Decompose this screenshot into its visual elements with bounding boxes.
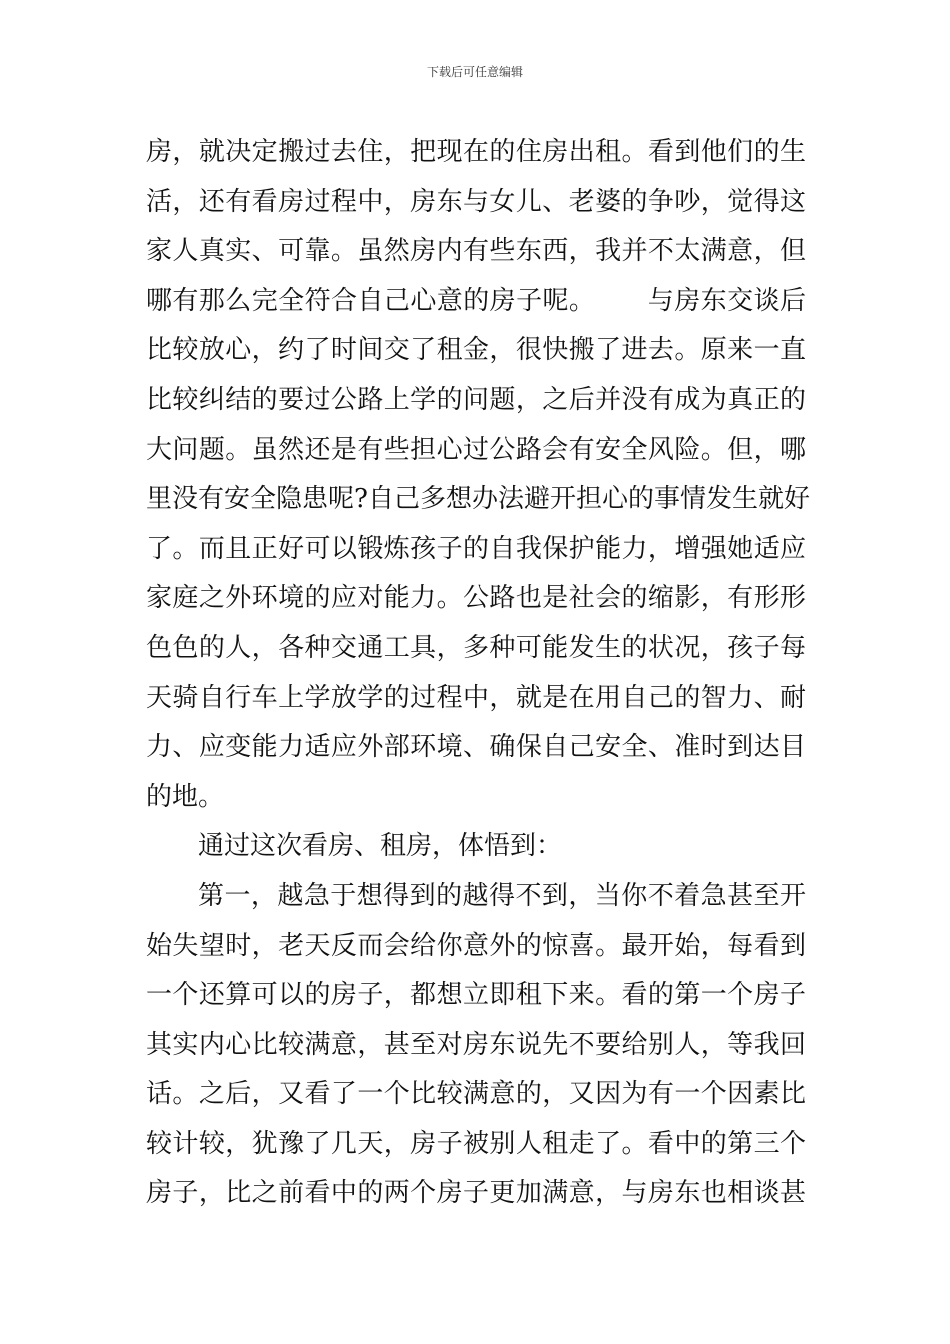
document-body [146,128,810,1219]
text-line: 通过这次看房、租房，体悟到： [198,831,563,862]
text-line: 其实内心比较满意，甚至对房东说先不要给别人，等我回 [146,1029,806,1060]
text-line: 较计较，犹豫了几天，房子被别人租走了。看中的第三个 [146,1128,806,1159]
text-line: 比较纠结的要过公路上学的问题，之后并没有成为真正的 [146,384,806,415]
page-header: 下载后可任意编辑 [426,65,523,79]
text-segment: 哪有那么完全符合自己心意的房子呢。 [146,285,596,316]
text-line-with-next-paragraph-start [146,277,806,327]
text-line: 力、应变能力适应外部环境、确保自己安全、准时到达目 [146,732,806,763]
text-line: 里没有安全隐患呢?自己多想办法避开担心的事情发生就好 [146,484,810,515]
text-line: 房，就决定搬过去住，把现在的住房出租。看到他们的生 [146,137,806,167]
text-line: 的地。 [146,781,225,812]
text-line: 第一，越急于想得到的越得不到，当你不着急甚至开 [198,880,806,911]
text-line: 了。而且正好可以锻炼孩子的自我保护能力，增强她适应 [146,533,806,564]
text-line: 一个还算可以的房子，都想立即租下来。看的第一个房子 [146,980,806,1011]
text-line: 大问题。虽然还是有些担心过公路会有安全风险。但，哪 [146,434,806,465]
text-line: 话。之后，又看了一个比较满意的，又因为有一个因素比 [146,1079,806,1110]
text-segment: 与房东交谈后 [647,285,806,316]
text-line: 家庭之外环境的应对能力。公路也是社会的缩影，有形形 [146,583,806,614]
text-line: 天骑自行车上学放学的过程中，就是在用自己的智力、耐 [146,682,806,713]
text-line: 活，还有看房过程中，房东与女儿、老婆的争吵，觉得这 [146,186,806,217]
text-line: 始失望时，老天反而会给你意外的惊喜。最开始，每看到 [146,930,806,961]
text-line: 家人真实、可靠。虽然房内有些东西，我并不太满意，但 [146,236,806,267]
text-line: 比较放心，约了时间交了租金，很快搬了进去。原来一直 [146,335,806,366]
text-line: 房子，比之前看中的两个房子更加满意，与房东也相谈甚 [146,1178,806,1209]
text-line: 色色的人，各种交通工具，多种可能发生的状况，孩子每 [146,632,806,663]
